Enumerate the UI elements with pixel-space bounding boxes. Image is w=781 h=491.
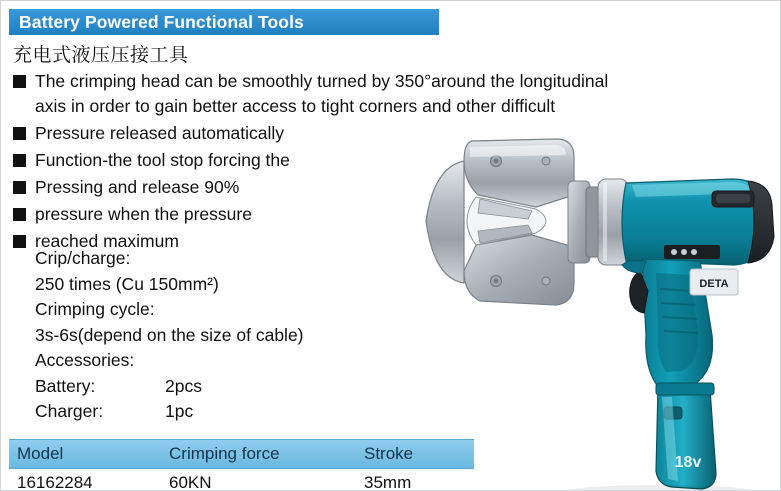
list-item: [13, 69, 733, 119]
spec-battery-row: [35, 374, 304, 400]
rotating-collar-icon: [568, 179, 628, 265]
battery-pack-icon: [656, 383, 716, 489]
brand-label: DETA: [699, 278, 729, 290]
battery-voltage-label: 18v: [674, 454, 702, 471]
spec-charger-row: [35, 399, 304, 425]
page-title: Battery Powered Functional Tools: [19, 11, 304, 32]
spec-battery-label: Battery:: [35, 375, 96, 396]
square-bullet-icon: [13, 154, 26, 167]
crimping-head-icon: [426, 139, 574, 305]
table-header-row: [9, 440, 474, 469]
bullet-text-line: Pressing and release 90%: [35, 177, 240, 197]
bullet-text-line: pressure when the pressure: [35, 204, 252, 224]
square-bullet-icon: [13, 127, 26, 140]
table-header-crimping-force: Crimping force: [161, 440, 356, 469]
spec-accessories-label: Accessories:: [35, 350, 135, 370]
spec-battery-value: 2pcs: [165, 375, 202, 396]
spec-crip-charge-value: 250 times (Cu 150mm²): [35, 273, 219, 294]
bullet-text-line: The crimping head can be smoothly turned by 350°around the longitudinal: [35, 71, 609, 91]
specification-table: [9, 439, 474, 491]
square-bullet-icon: [13, 208, 26, 221]
spec-crip-charge-label: Crip/charge:: [35, 248, 131, 268]
page-title-bar: [9, 9, 439, 35]
spec-crimping-cycle-label: Crimping cycle:: [35, 299, 155, 319]
cell-model: 16162284: [9, 469, 161, 491]
spec-charger-value: 1pc: [165, 401, 194, 421]
bullet-text-line: reached maximum: [35, 231, 179, 251]
square-bullet-icon: [13, 235, 26, 248]
spec-crimping-cycle-value: 3s-6s(depend on the size of cable): [35, 324, 304, 345]
table-header-model: Model: [9, 440, 161, 469]
table-header-stroke: Stroke: [356, 440, 474, 469]
cell-crimping-force: 60KN: [161, 469, 356, 491]
specification-details: [35, 246, 304, 425]
spec-charger-label: Charger:: [35, 401, 104, 421]
square-bullet-icon: [13, 75, 26, 88]
table-row: [9, 469, 474, 491]
bullet-text-line: Function-the tool stop forcing the: [35, 150, 290, 170]
product-image: [360, 121, 780, 491]
bullet-text-line: Pressure released automatically: [35, 123, 285, 143]
square-bullet-icon: [13, 181, 26, 194]
subtitle-chinese: 充电式液压压接工具: [13, 45, 189, 66]
cell-stroke: 35mm: [356, 469, 474, 491]
bullet-text-line: axis in order to gain better access to tight corners and other difficult: [35, 96, 556, 116]
